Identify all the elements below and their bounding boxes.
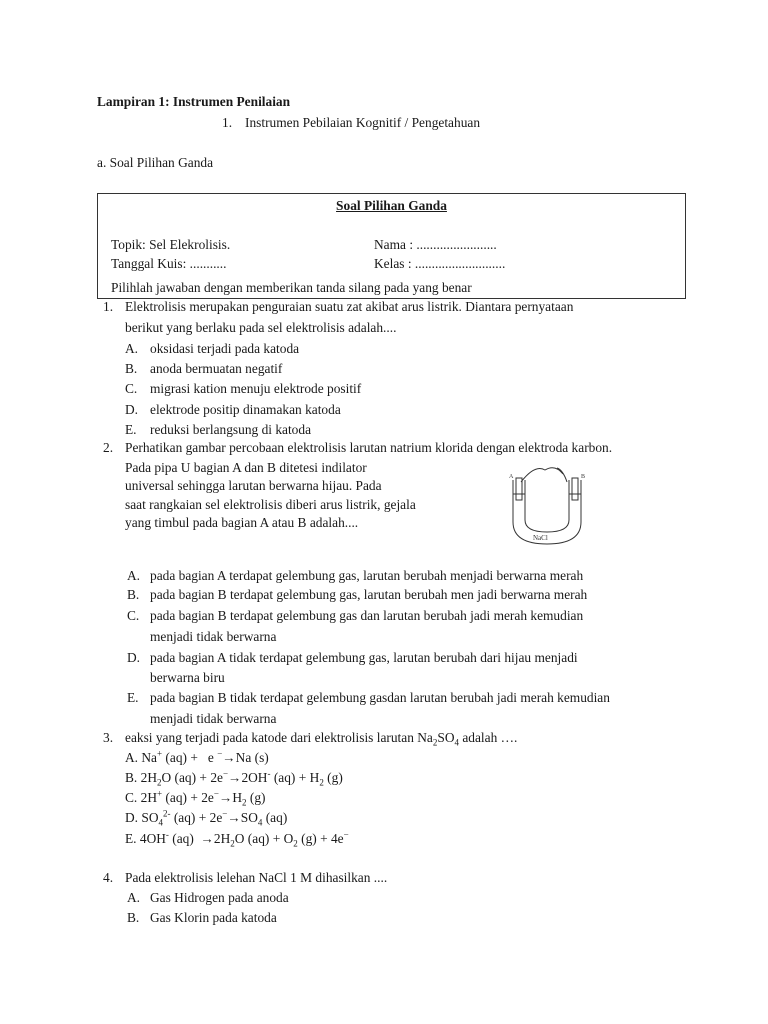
sub-title: Instrumen Pebilaian Kognitif / Pengetahuan: [245, 115, 481, 130]
box-title: Soal Pilihan Ganda: [336, 198, 447, 213]
svg-text:B: B: [581, 474, 586, 480]
q1-option-d[interactable]: D. elektrode positip dinamakan katoda: [125, 402, 341, 417]
q1-option-e[interactable]: E. reduksi berlangsung di katoda: [125, 422, 312, 437]
diagram-label: NaCl: [533, 534, 548, 542]
q2-stem-line1: Perhatikan gambar percobaan elektrolisis larutan natrium klorida dengan elektroda karbon.: [125, 440, 613, 455]
q3-option-a[interactable]: A. Na+ (aq) + e −→Na (s): [125, 748, 269, 765]
q1-option-c[interactable]: C. migrasi kation menuju elektrode positif: [125, 381, 362, 396]
q1-stem-line1: Elektrolisis merupakan penguraian suatu zat akibat arus listrik. Diantara pernyataan: [125, 299, 574, 314]
q2-option-e-cont: menjadi tidak berwarna: [150, 711, 277, 726]
q4-number: 4.: [103, 870, 114, 885]
q2-body-line3: saat rangkaian sel elektrolisis diberi arus listrik, gejala: [125, 497, 416, 512]
q1-option-b[interactable]: B. anoda bermuatan negatif: [125, 361, 283, 376]
q2-option-a[interactable]: A. pada bagian A terdapat gelembung gas, larutan berubah menjadi berwarna merah: [127, 568, 584, 583]
q2-option-b[interactable]: B. pada bagian B terdapat gelembung gas, larutan berubah men jadi berwarna merah: [127, 587, 588, 602]
q2-number: 2.: [103, 440, 114, 455]
q3-number: 3.: [103, 730, 114, 745]
q3-option-d[interactable]: D. $SO_4^{2-}$ $(aq) + 2e^-\to SO_4$ (aq): [125, 808, 288, 828]
q2-body-line4: yang timbul pada bagian A atau B adalah....: [125, 515, 359, 530]
q2-body-line2: universal sehingga larutan berwarna hijau. Pada: [125, 478, 382, 493]
quiz-info-box: [97, 193, 686, 299]
q3-option-e[interactable]: E. 4OH- $(aq) \to 2H_2O$ $(aq) + O_2$ (g) + 4e−: [125, 829, 349, 849]
nama-field: Nama : ........................: [374, 237, 497, 252]
instruction-text: Pilihlah jawaban dengan memberikan tanda silang pada yang benar: [111, 280, 472, 295]
q2-option-e[interactable]: E. pada bagian B tidak terdapat gelembung gasdan larutan berubah jadi merah kemudian: [127, 690, 610, 705]
q2-option-d[interactable]: D. pada bagian A tidak terdapat gelembung gas, larutan berubah dari hijau menjadi: [127, 650, 578, 665]
q3-option-c[interactable]: C. 2H+ $(aq) + 2e^-\to H_2$ (g): [125, 788, 266, 808]
q1-option-a[interactable]: A. oksidasi terjadi pada katoda: [125, 341, 300, 356]
topik-field: Topik: Sel Elekrolisis.: [111, 237, 231, 252]
q4-option-b[interactable]: B. Gas Klorin pada katoda: [127, 910, 277, 925]
q2-option-c[interactable]: C. pada bagian B terdapat gelembung gas dan larutan berubah jadi merah kemudian: [127, 608, 584, 623]
sub-number: 1.: [222, 115, 233, 130]
q4-option-a[interactable]: A. Gas Hidrogen pada anoda: [127, 890, 289, 905]
q3-stem: eaksi yang terjadi pada katode dari elektrolisis larutan $Na_2SO_4$ adalah ….: [125, 730, 518, 748]
kelas-field: Kelas : ...........................: [374, 256, 506, 271]
section-title: a. Soal Pilihan Ganda: [97, 155, 214, 170]
q2-option-c-cont: menjadi tidak berwarna: [150, 629, 277, 644]
q2-option-d-cont: berwarna biru: [150, 670, 225, 685]
tanggal-field: Tanggal Kuis: ...........: [111, 256, 227, 271]
u-tube-electrolysis-diagram: [505, 460, 590, 552]
q1-number: 1.: [103, 299, 114, 314]
q4-stem: Pada elektrolisis lelehan NaCl 1 M dihasilkan ....: [125, 870, 388, 885]
svg-text:A: A: [509, 474, 514, 480]
q1-stem-line2: berikut yang berlaku pada sel elektrolisis adalah....: [125, 320, 397, 335]
q2-body-line1: Pada pipa U bagian A dan B ditetesi indilator: [125, 460, 367, 475]
q3-option-b[interactable]: B. $2H_2O$ (aq) + 2e−→2OH- $(aq) + H_2$ (g): [125, 768, 343, 788]
lampiran-heading: Lampiran 1: Instrumen Penilaian: [97, 94, 291, 109]
